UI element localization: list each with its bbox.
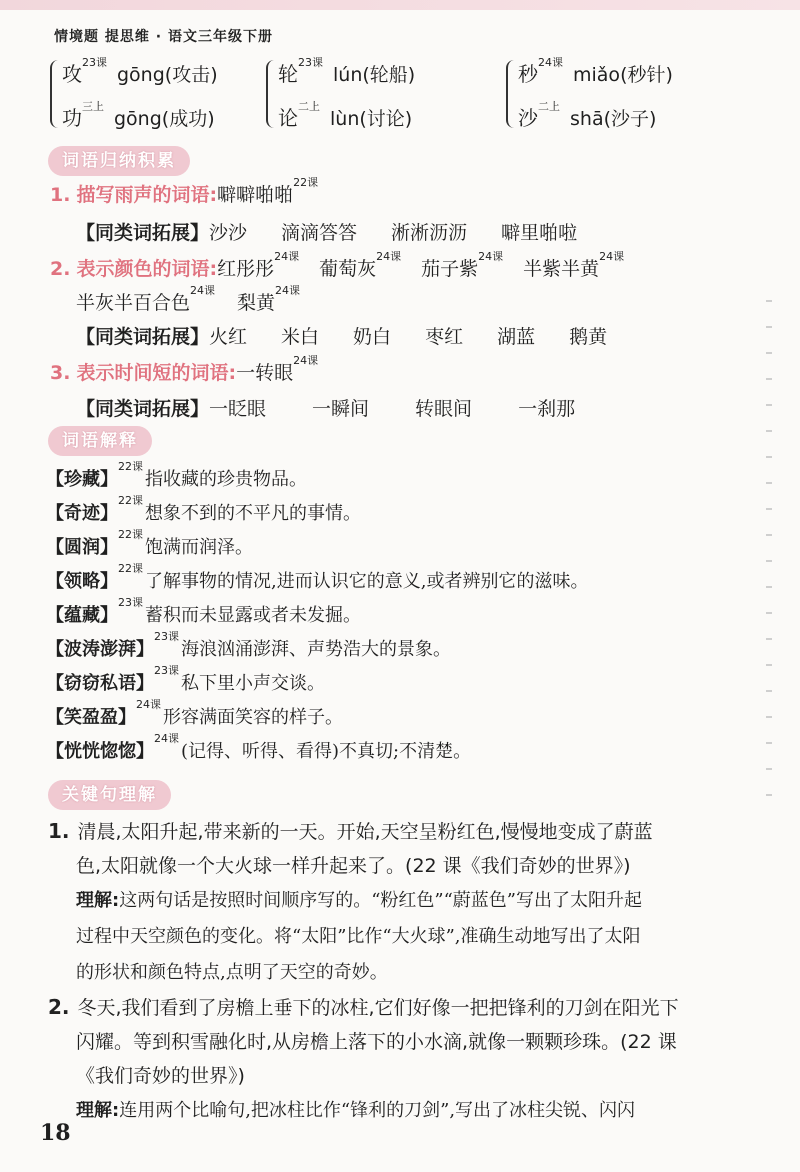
- definition-item: 【圆润】$^{22课}$饱满而润泽。: [46, 528, 253, 558]
- sentence-line: 色,太阳就像一个大火球一样升起来了。(22 课《我们奇妙的世界》): [76, 855, 631, 877]
- top-color-strip: [0, 0, 800, 10]
- vocab-item-2-cont: 半灰半百合色$^{24课}$梨黄$^{24课}$: [76, 283, 301, 314]
- pinyin-line: 轮$^{23课}$lún(轮船): [278, 55, 416, 86]
- section-tag-key-sentences: 关键句理解: [48, 780, 171, 810]
- brace-icon: [506, 60, 516, 128]
- margin-tick-marks: [766, 300, 772, 800]
- definition-item: 【奇迹】$^{22课}$想象不到的不平凡的事情。: [46, 494, 361, 524]
- key-sentence-2: [48, 990, 768, 1129]
- page-number: 18: [40, 1120, 71, 1146]
- pinyin-comparison-row: [50, 54, 770, 134]
- sentence-line: 《我们奇妙的世界》): [76, 1065, 245, 1087]
- vocab-item-2: 2. 表示颜色的词语:红彤彤$^{24课}$葡萄灰$^{24课}$茄子紫$^{24课}$半紫半黄$^{24课}$: [50, 249, 625, 280]
- pinyin-line: 沙$^{二上}$shā(沙子): [518, 99, 657, 130]
- pinyin-line: 论$^{二上}$lùn(讨论): [278, 99, 413, 130]
- definition-item: 【窃窃私语】$^{23课}$私下里小声交谈。: [46, 664, 325, 694]
- definition-item: 【波涛澎湃】$^{23课}$海浪汹涌澎湃、声势浩大的景象。: [46, 630, 451, 660]
- explanation-line: 理解:这两句话是按照时间顺序写的。“粉红色”“蔚蓝色”写出了太阳升起: [76, 890, 643, 911]
- vocab-extension-2: 【同类词拓展】火红 米白 奶白 枣红 湖蓝 鹅黄: [76, 326, 608, 348]
- sentence-line: 2. 冬天,我们看到了房檐上垂下的冰柱,它们好像一把把锋利的刀剑在阳光下: [48, 995, 679, 1019]
- vocab-extension-1: 【同类词拓展】沙沙 滴滴答答 淅淅沥沥 噼里啪啦: [76, 222, 578, 244]
- brace-icon: [266, 60, 276, 128]
- sentence-line: 闪耀。等到积雪融化时,从房檐上落下的小水滴,就像一颗颗珍珠。(22 课: [76, 1031, 677, 1053]
- definition-item: 【恍恍惚惚】$^{24课}$(记得、听得、看得)不真切;不清楚。: [46, 732, 472, 762]
- section-tag-vocabulary: 词语归纳积累: [48, 146, 190, 176]
- definition-item: 【领略】$^{22课}$了解事物的情况,进而认识它的意义,或者辨别它的滋味。: [46, 562, 589, 592]
- definition-item: 【蕴藏】$^{23课}$蓄积而未显露或者未发掘。: [46, 596, 361, 626]
- section-tag-word-definitions: 词语解释: [48, 426, 152, 456]
- explanation-line: 过程中天空颜色的变化。将“太阳”比作“大火球”,准确生动地写出了太阳: [76, 926, 641, 947]
- vocab-extension-3: 【同类词拓展】一眨眼 一瞬间 转眼间 一刹那: [76, 398, 576, 420]
- definition-item: 【笑盈盈】$^{24课}$形容满面笑容的样子。: [46, 698, 343, 728]
- brace-icon: [50, 60, 60, 128]
- definition-list: [46, 458, 766, 764]
- vocab-item-3: 3. 表示时间短的词语:一转眼$^{24课}$: [50, 353, 319, 384]
- explanation-line: 的形状和颜色特点,点明了天空的奇妙。: [76, 962, 388, 983]
- key-sentence-1: [48, 814, 768, 991]
- explanation-line: 理解:连用两个比喻句,把冰柱比作“锋利的刀剑”,写出了冰柱尖锐、闪闪: [76, 1100, 636, 1121]
- page-header: 情境题 提思维 · 语文三年级下册: [54, 29, 273, 45]
- definition-item: 【珍藏】$^{22课}$指收藏的珍贵物品。: [46, 460, 307, 490]
- pinyin-line: 秒$^{24课}$miǎo(秒针): [518, 55, 673, 86]
- vocab-item-1: 1. 描写雨声的词语:噼噼啪啪$^{22课}$: [50, 175, 319, 206]
- pinyin-line: 攻$^{23课}$gōng(攻击): [62, 55, 218, 86]
- sentence-line: 1. 清晨,太阳升起,带来新的一天。开始,天空呈粉红色,慢慢地变成了蔚蓝: [48, 819, 653, 843]
- pinyin-line: 功$^{三上}$gōng(成功): [62, 99, 215, 130]
